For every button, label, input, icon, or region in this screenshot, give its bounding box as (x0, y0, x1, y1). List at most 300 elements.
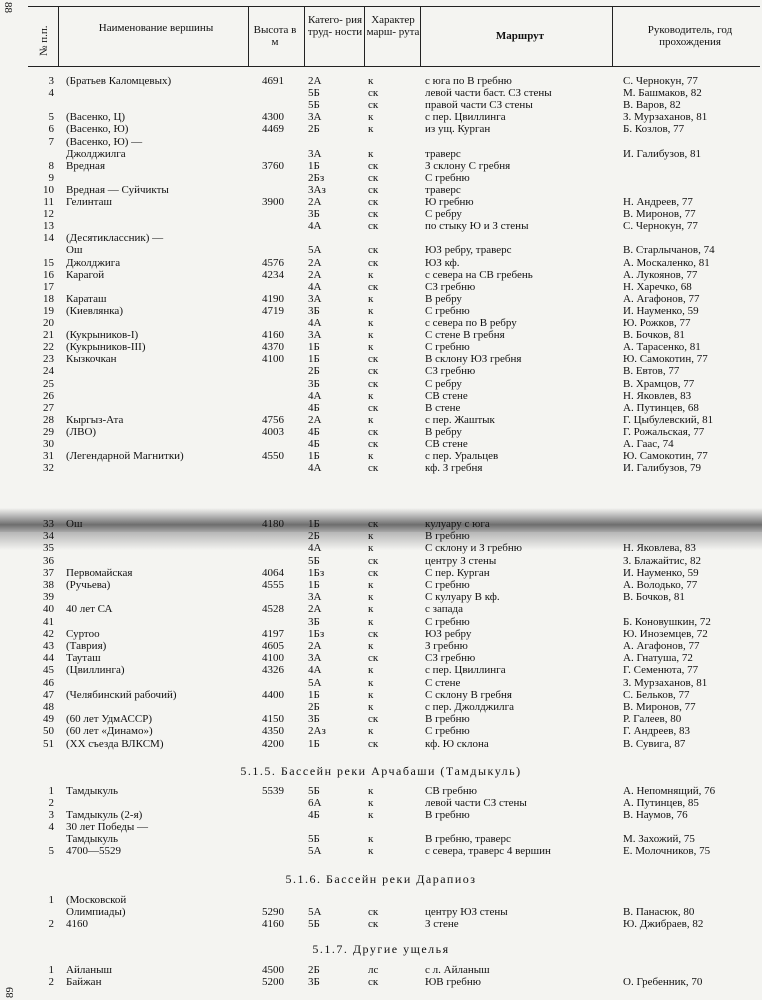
cell-leader: А. Москаленко, 81 (623, 256, 710, 269)
cell-leader: В. Варов, 82 (623, 99, 681, 112)
table-row (0, 677, 762, 689)
table-row (0, 111, 762, 123)
cell-route: З склону С гребня (425, 159, 511, 172)
cell-route: с запада (425, 603, 463, 616)
cell-leader: Г. Андреев, 83 (623, 725, 691, 738)
cell-category: 3Б (308, 713, 320, 726)
cell-number: 1 (48, 964, 54, 976)
table-row (0, 845, 762, 857)
cell-leader: С. Чернокун, 77 (623, 75, 698, 87)
table-row (0, 402, 762, 414)
cell-name: 4160 (66, 918, 88, 930)
cell-route: центру ЮЗ стены (425, 906, 508, 918)
cell-leader: В. Панасюк, 80 (623, 906, 695, 918)
cell-route: с пер. Жаштык (425, 413, 495, 426)
cell-leader: И. Науменко, 59 (623, 566, 699, 579)
table-row (0, 438, 762, 450)
cell-category: 1Б (308, 159, 320, 172)
cell-route: В гребню (425, 713, 470, 726)
cell-name: Вредная — Суйчикты (66, 183, 169, 196)
cell-number: 2 (48, 976, 54, 988)
cell-leader: Г. Рожальская, 77 (623, 425, 705, 438)
cell-character: к (368, 75, 374, 87)
cell-height: 4469 (262, 123, 284, 136)
cell-character: к (368, 845, 374, 857)
cell-name: (Киевлянка) (66, 304, 123, 317)
cell-character: ск (368, 401, 379, 414)
header-divider (364, 6, 365, 66)
table-row (0, 833, 762, 845)
cell-category: 5Б (308, 833, 320, 845)
cell-number: 38 (43, 579, 54, 591)
cell-height: 4003 (262, 425, 284, 438)
header-name: Наименование вершины (98, 22, 214, 34)
section-title: 5.1.5. Бассейн реки Арчабаши (Тамдыкуль) (240, 764, 522, 778)
cell-leader: А. Агафонов, 77 (623, 292, 700, 305)
cell-height: 4234 (262, 268, 284, 281)
cell-character: ск (368, 566, 379, 579)
cell-category: 1Б (308, 737, 320, 750)
cell-character: ск (368, 256, 379, 269)
table-row (0, 701, 762, 713)
table-row (0, 220, 762, 232)
cell-category: 1Б (308, 450, 320, 463)
table-row (0, 738, 762, 750)
table-row (0, 462, 762, 474)
cell-route: В склону ЮЗ гребня (425, 353, 522, 366)
header-divider (612, 6, 613, 66)
cell-category: 2Б (308, 530, 320, 543)
table-row (0, 964, 762, 976)
cell-leader: Ю. Иноземцев, 72 (623, 627, 708, 640)
cell-number: 10 (43, 183, 54, 196)
table-row (0, 530, 762, 542)
cell-leader: О. Гребенник, 70 (623, 976, 703, 988)
cell-route: траверс (425, 183, 461, 196)
cell-character: к (368, 147, 374, 160)
cell-height: 5200 (262, 976, 284, 988)
cell-number: 35 (43, 542, 54, 555)
cell-route: ЮЗ ребру (425, 627, 472, 640)
table-row (0, 329, 762, 341)
cell-number: 40 (43, 603, 54, 616)
table-row (0, 257, 762, 269)
cell-name: (ЛВО) (66, 425, 97, 438)
cell-route: с пер. Цвиллинга (425, 111, 506, 124)
cell-category: 3Б (308, 976, 320, 988)
cell-route: с севера, траверс 4 вершин (425, 845, 551, 857)
cell-number: 18 (43, 292, 54, 305)
cell-leader: Н. Яковлева, 83 (623, 542, 696, 555)
cell-number: 31 (43, 450, 54, 463)
cell-number: 13 (43, 220, 54, 233)
table-row (0, 450, 762, 462)
table-row (0, 148, 762, 160)
cell-number: 12 (43, 208, 54, 221)
cell-leader: Е. Молочников, 75 (623, 845, 711, 857)
cell-name: Вредная (66, 159, 105, 172)
cell-height: 4719 (262, 304, 284, 317)
cell-leader: И. Галибузов, 81 (623, 147, 702, 160)
cell-leader: И. Галибузов, 79 (623, 462, 702, 475)
cell-number: 51 (43, 737, 54, 750)
cell-number: 30 (43, 438, 54, 450)
cell-category: 5А (308, 845, 322, 857)
cell-number: 29 (43, 425, 54, 438)
cell-route: С ребру (425, 208, 462, 221)
cell-category: 5А (308, 676, 322, 689)
table-row (0, 317, 762, 329)
cell-category: 1Бз (308, 566, 325, 579)
table-row (0, 640, 762, 652)
cell-category: 2Бз (308, 171, 325, 184)
cell-route: траверс (425, 147, 461, 160)
cell-character: к (368, 603, 374, 616)
cell-name: Карагой (66, 268, 105, 281)
cell-category: 6А (308, 797, 322, 809)
cell-leader: Г. Семенюта, 77 (623, 664, 699, 677)
cell-route: ЮЗ кф. (425, 256, 460, 269)
cell-category: 5Б (308, 785, 320, 797)
cell-number: 42 (43, 627, 54, 640)
cell-route: с пер. Джолджилга (425, 701, 515, 713)
cell-route: В гребню, траверс (425, 833, 511, 845)
cell-category: 4А (308, 280, 322, 293)
cell-route: С стене (425, 676, 461, 689)
cell-height: 4605 (262, 640, 284, 652)
cell-number: 5 (48, 845, 54, 857)
cell-route: С гребню (425, 725, 470, 738)
cell-route: из ущ. Курган (425, 123, 491, 136)
cell-height: 4200 (262, 737, 284, 750)
cell-character: ск (368, 171, 379, 184)
cell-category: 1Б (308, 688, 320, 701)
table-row (0, 555, 762, 567)
table-row (0, 136, 762, 148)
cell-leader: А. Гаас, 74 (623, 438, 674, 450)
cell-category: 5Б (308, 87, 320, 100)
cell-name: (60 лет «Динамо») (66, 725, 153, 738)
cell-name: (60 лет УдмАССР) (66, 713, 152, 726)
cell-character: ск (368, 87, 379, 100)
cell-category: 4А (308, 220, 322, 233)
table-row (0, 99, 762, 111)
table-row (0, 579, 762, 591)
cell-route: кулуару с юга (425, 518, 490, 530)
cell-character: к (368, 111, 374, 124)
cell-character: к (368, 688, 374, 701)
cell-height: 4550 (262, 450, 284, 463)
cell-number: 33 (43, 518, 54, 530)
cell-route: С ребру (425, 377, 462, 390)
cell-leader: Ю. Джибраев, 82 (623, 918, 704, 930)
cell-number: 11 (43, 196, 54, 208)
table-row (0, 414, 762, 426)
cell-leader: Ю. Самокотин, 77 (623, 450, 708, 463)
cell-name: Гелинташ (66, 196, 112, 208)
cell-category: 2Б (308, 964, 320, 976)
cell-leader: В. Сувига, 87 (623, 737, 686, 750)
cell-route: СЗ гребню (425, 652, 476, 665)
cell-character: ск (368, 208, 379, 221)
cell-leader: В. Бочков, 81 (623, 329, 685, 342)
cell-character: ск (368, 918, 379, 930)
table-row (0, 365, 762, 377)
cell-leader: З. Мурзаханов, 81 (623, 676, 708, 689)
cell-category: 4А (308, 664, 322, 677)
cell-route: СВ стене (425, 438, 468, 450)
cell-route: СЗ гребню (425, 280, 476, 293)
cell-leader: Б. Коновушкин, 72 (623, 615, 711, 628)
cell-number: 28 (43, 413, 54, 426)
table-row (0, 196, 762, 208)
table-row (0, 797, 762, 809)
cell-name: Олимпиады) (66, 906, 126, 918)
cell-number: 39 (43, 591, 54, 604)
cell-category: 2А (308, 603, 322, 616)
cell-leader: В. Миронов, 77 (623, 701, 696, 713)
cell-name: Караташ (66, 292, 107, 305)
table-row (0, 305, 762, 317)
cell-character: к (368, 317, 374, 329)
cell-leader: А. Непомнящий, 76 (623, 785, 716, 797)
cell-leader: В. Бочков, 81 (623, 591, 685, 604)
cell-category: 2А (308, 640, 322, 652)
cell-leader: М. Захожий, 75 (623, 833, 695, 845)
table-row (0, 281, 762, 293)
cell-category: 3Аз (308, 183, 326, 196)
cell-route: С гребню (425, 341, 470, 354)
cell-character: ск (368, 737, 379, 750)
table-row (0, 378, 762, 390)
cell-name: (Таврия) (66, 640, 107, 652)
header-top-rule (28, 6, 760, 7)
table-row (0, 785, 762, 797)
cell-category: 3А (308, 591, 322, 604)
cell-number: 23 (43, 353, 54, 366)
table-row (0, 894, 762, 906)
cell-name: 40 лет СА (66, 603, 113, 616)
cell-height: 3760 (262, 159, 284, 172)
cell-character: ск (368, 554, 379, 567)
cell-route: Ю гребню (425, 196, 474, 208)
cell-route: СВ стене (425, 389, 468, 402)
cell-number: 44 (43, 652, 54, 665)
cell-name: Тамдыкуль (2-я) (66, 809, 143, 821)
cell-number: 15 (43, 256, 54, 269)
cell-name: Байжан (66, 976, 102, 988)
header-character: Характер марш- рута (366, 14, 420, 38)
cell-character: ск (368, 244, 379, 257)
cell-character: к (368, 389, 374, 402)
cell-character: к (368, 640, 374, 652)
cell-character: ск (368, 377, 379, 390)
cell-category: 2Б (308, 365, 320, 378)
table-row (0, 906, 762, 918)
cell-leader: Н. Харечко, 68 (623, 280, 692, 293)
cell-name: Джолджилга (66, 147, 126, 160)
cell-name: (Московской (66, 894, 127, 906)
cell-height: 4197 (262, 627, 284, 640)
cell-number: 37 (43, 566, 54, 579)
cell-name: (Цвиллинга) (66, 664, 125, 677)
cell-route: В ребру (425, 292, 462, 305)
cell-leader: М. Башмаков, 82 (623, 87, 702, 100)
cell-route: С кулуару В кф. (425, 591, 500, 604)
cell-leader: А. Агафонов, 77 (623, 640, 700, 652)
cell-route: с севера на СВ гребень (425, 268, 533, 281)
cell-name: Тамдыкуль (66, 785, 118, 797)
cell-category: 4А (308, 542, 322, 555)
table-row (0, 809, 762, 821)
cell-route: с л. Айланыш (425, 964, 490, 976)
cell-number: 34 (43, 530, 54, 543)
cell-route: кф. З гребня (425, 462, 483, 475)
cell-character: ск (368, 220, 379, 233)
cell-category: 3Б (308, 304, 320, 317)
cell-character: к (368, 664, 374, 677)
cell-number: 19 (43, 304, 54, 317)
cell-character: к (368, 268, 374, 281)
cell-route: с севера по В ребру (425, 317, 517, 329)
cell-character: к (368, 579, 374, 591)
cell-character: к (368, 725, 374, 738)
cell-number: 14 (43, 232, 54, 245)
cell-leader: В. Миронов, 77 (623, 208, 696, 221)
cell-character: ск (368, 425, 379, 438)
cell-character: к (368, 329, 374, 342)
cell-name: (Кукрыников-I) (66, 329, 139, 342)
cell-leader: А. Гнатуша, 72 (623, 652, 693, 665)
cell-name: Тамдыкуль (66, 833, 118, 845)
cell-leader: З. Блажайтис, 82 (623, 554, 701, 567)
cell-number: 24 (43, 365, 54, 378)
cell-character: к (368, 450, 374, 463)
cell-character: ск (368, 159, 379, 172)
cell-route: по стыку Ю и З стены (425, 220, 529, 233)
cell-height: 4180 (262, 518, 284, 530)
cell-height: 4300 (262, 111, 284, 124)
table-row (0, 184, 762, 196)
cell-category: 3А (308, 111, 322, 124)
cell-category: 5Б (308, 918, 320, 930)
cell-route: В гребню (425, 530, 470, 543)
cell-leader: А. Путинцев, 85 (623, 797, 699, 809)
table-row (0, 713, 762, 725)
cell-number: 45 (43, 664, 54, 677)
cell-height: 4576 (262, 256, 284, 269)
cell-number: 5 (48, 111, 54, 124)
cell-number: 7 (48, 135, 54, 148)
table-row (0, 652, 762, 664)
header-leader: Руководитель, год прохождения (647, 24, 733, 48)
cell-leader: Н. Яковлев, 83 (623, 389, 692, 402)
header-divider (58, 6, 59, 66)
cell-character: ск (368, 713, 379, 726)
header-divider (420, 6, 421, 66)
cell-route: СВ гребню (425, 785, 478, 797)
table-row (0, 725, 762, 737)
table-row (0, 918, 762, 930)
cell-category: 4Б (308, 401, 320, 414)
table-row (0, 542, 762, 554)
table-row (0, 616, 762, 628)
cell-character: ск (368, 280, 379, 293)
cell-name: Айланыш (66, 964, 112, 976)
cell-character: к (368, 292, 374, 305)
table-row (0, 689, 762, 701)
cell-route: с пер. Уральцев (425, 450, 499, 463)
cell-leader: А. Лукоянов, 77 (623, 268, 698, 281)
table-row (0, 123, 762, 135)
cell-height: 5290 (262, 906, 284, 918)
cell-name: Джолджига (66, 256, 121, 269)
cell-route: правой части СЗ стены (425, 99, 533, 112)
cell-number: 22 (43, 341, 54, 354)
cell-height: 4370 (262, 341, 284, 354)
cell-leader: З. Мурзаханов, 81 (623, 111, 708, 124)
cell-name: Первомайская (66, 566, 133, 579)
cell-route: С склону В гребня (425, 688, 512, 701)
cell-height: 4756 (262, 413, 284, 426)
header-route: Маршрут (495, 30, 545, 42)
section-title: 5.1.7. Другие ущелья (312, 942, 450, 956)
cell-category: 5А (308, 244, 322, 257)
cell-category: 5Б (308, 99, 320, 112)
cell-name: (XX съезда ВЛКСМ) (66, 737, 164, 750)
cell-route: ЮВ гребню (425, 976, 481, 988)
cell-route: левой части баст. СЗ стены (425, 87, 552, 100)
cell-character: к (368, 542, 374, 555)
cell-name: (Легендарной Магнитки) (66, 450, 184, 463)
cell-number: 9 (48, 171, 54, 184)
cell-character: к (368, 304, 374, 317)
cell-category: 3Б (308, 377, 320, 390)
cell-name: Кызкочкан (66, 353, 117, 366)
cell-character: к (368, 615, 374, 628)
cell-height: 4500 (262, 964, 284, 976)
table-row (0, 172, 762, 184)
cell-route: ЮЗ ребру, траверс (425, 244, 512, 257)
cell-leader: Р. Галеев, 80 (623, 713, 682, 726)
table-row (0, 603, 762, 615)
cell-name: Тауташ (66, 652, 101, 665)
cell-height: 4400 (262, 688, 284, 701)
cell-number: 6 (48, 123, 54, 136)
cell-route: С гребню (425, 304, 470, 317)
cell-category: 2Б (308, 701, 320, 713)
cell-name: (Братьев Каломцевых) (66, 75, 172, 87)
cell-character: к (368, 833, 374, 845)
cell-number: 43 (43, 640, 54, 652)
cell-leader: А. Путинцев, 68 (623, 401, 699, 414)
cell-leader: А. Тарасенко, 81 (623, 341, 701, 354)
header-divider (248, 6, 249, 66)
cell-category: 3А (308, 292, 322, 305)
cell-character: к (368, 785, 374, 797)
cell-number: 3 (48, 809, 54, 821)
table-row (0, 269, 762, 281)
cell-name: (Васенко, Ц) (66, 111, 126, 124)
cell-character: ск (368, 627, 379, 640)
cell-character: к (368, 530, 374, 543)
cell-category: 4А (308, 389, 322, 402)
cell-route: кф. Ю склона (425, 737, 489, 750)
cell-route: В стене (425, 401, 461, 414)
cell-number: 2 (48, 918, 54, 930)
cell-name: Ош (66, 244, 83, 257)
cell-route: С гребню (425, 615, 470, 628)
